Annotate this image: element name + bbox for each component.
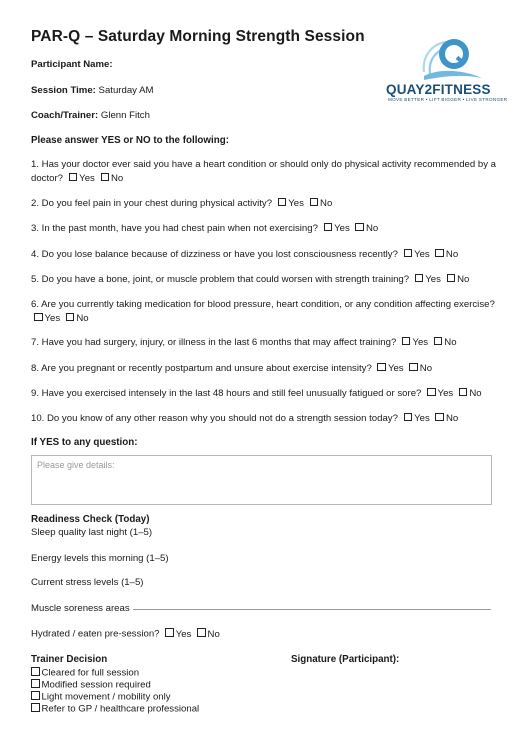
yes-option[interactable]: Yes (401, 249, 430, 260)
instructions: Please answer YES or NO to the following: (31, 135, 229, 146)
question-6 (31, 298, 501, 327)
question-9 (31, 387, 501, 401)
checkbox-icon[interactable] (197, 628, 206, 637)
checkbox-icon[interactable] (435, 249, 444, 258)
energy-level-field[interactable]: Energy levels this morning (1–5) (31, 553, 169, 564)
yes-option[interactable]: Yes (162, 629, 191, 640)
question-text: 10. Do you know of any other reason why you should not do a strength session today? (31, 413, 398, 424)
stress-level-field[interactable]: Current stress levels (1–5) (31, 577, 144, 588)
coach-field (31, 110, 150, 121)
decision-option-refer[interactable]: Refer to GP / healthcare professional (31, 703, 199, 715)
coach-label: Coach/Trainer: (31, 110, 99, 121)
checkbox-icon[interactable] (278, 198, 287, 207)
page-title: PAR-Q – Saturday Morning Strength Session (31, 28, 365, 45)
checkbox-icon[interactable] (459, 388, 468, 397)
checkbox-icon[interactable] (324, 223, 333, 232)
checkbox-icon[interactable] (310, 198, 319, 207)
logo-wordmark: QUAY2FITNESS (386, 82, 491, 97)
logo-tagline: MOVE BETTER • LIFT BIGGER • LIVE STRONGER (388, 97, 508, 102)
yes-option[interactable]: Yes (66, 173, 95, 184)
checkbox-icon[interactable] (31, 679, 40, 688)
no-option[interactable]: No (432, 249, 458, 260)
checkbox-icon[interactable] (404, 249, 413, 258)
question-8 (31, 362, 501, 376)
readiness-heading: Readiness Check (Today) (31, 514, 150, 525)
question-5 (31, 273, 501, 287)
hydrated-text: Hydrated / eaten pre-session? (31, 628, 160, 640)
checkbox-icon[interactable] (427, 388, 436, 397)
trainer-decision-heading: Trainer Decision (31, 654, 108, 665)
decision-option-light[interactable]: Light movement / mobility only (31, 691, 171, 703)
checkbox-icon[interactable] (66, 313, 75, 322)
checkbox-icon[interactable] (377, 363, 386, 372)
soreness-field[interactable]: Muscle soreness areas (31, 603, 130, 614)
no-option[interactable]: No (432, 413, 458, 424)
question-text: 8. Are you pregnant or recently postpartum and unsure about exercise intensity? (31, 363, 372, 374)
coach-value: Glenn Fitch (100, 110, 150, 121)
no-option[interactable]: No (63, 313, 89, 324)
sleep-quality-field[interactable]: Sleep quality last night (1–5) (31, 527, 153, 538)
details-textarea[interactable] (31, 455, 492, 505)
no-option[interactable]: No (98, 173, 124, 184)
no-option[interactable]: No (431, 337, 457, 348)
signature-label[interactable]: Signature (Participant): (291, 654, 400, 665)
checkbox-icon[interactable] (355, 223, 364, 232)
question-text: 2. Do you feel pain in your chest during physical activity? (31, 198, 273, 209)
checkbox-icon[interactable] (415, 274, 424, 283)
yes-option[interactable]: Yes (31, 313, 60, 324)
checkbox-icon[interactable] (31, 691, 40, 700)
yes-option[interactable]: Yes (399, 337, 428, 348)
checkbox-icon[interactable] (69, 173, 78, 182)
yes-option[interactable]: Yes (401, 413, 430, 424)
question-3 (31, 222, 501, 236)
if-yes-label: If YES to any question: (31, 437, 138, 448)
checkbox-icon[interactable] (447, 274, 456, 283)
question-text: 9. Have you exercised intensely in the last 48 hours and still feel unusually fatigued or sore? (31, 388, 422, 399)
question-text: 5. Do you have a bone, joint, or muscle problem that could worsen with strength training? (31, 274, 410, 285)
question-4 (31, 248, 501, 262)
question-text: 1. Has your doctor ever said you have a heart condition or should only do physical activity recommended by a doctor? (31, 159, 497, 185)
checkbox-icon[interactable] (409, 363, 418, 372)
session-value: Saturday AM (98, 85, 154, 96)
yes-option[interactable]: Yes (321, 223, 350, 234)
soreness-underline[interactable] (133, 609, 491, 610)
no-option[interactable]: No (307, 198, 333, 209)
question-text: 6. Are you currently taking medication for blood pressure, heart condition, or any condition affecting exercise? (31, 299, 495, 310)
checkbox-icon[interactable] (404, 413, 413, 422)
yes-option[interactable]: Yes (412, 274, 441, 285)
yes-option[interactable]: Yes (424, 388, 453, 399)
question-text: 7. Have you had surgery, injury, or illness in the last 6 months that may affect training? (31, 337, 397, 348)
no-option[interactable]: No (406, 363, 432, 374)
decision-option-cleared[interactable]: Cleared for full session (31, 667, 139, 679)
checkbox-icon[interactable] (31, 703, 40, 712)
question-7 (31, 336, 501, 350)
checkbox-icon[interactable] (101, 173, 110, 182)
decision-option-modified[interactable]: Modified session required (31, 679, 151, 691)
checkbox-icon[interactable] (31, 667, 40, 676)
yes-option[interactable]: Yes (374, 363, 403, 374)
participant-label: Participant Name: (31, 59, 113, 70)
session-label: Session Time: (31, 85, 96, 96)
checkbox-icon[interactable] (435, 413, 444, 422)
no-option[interactable]: No (352, 223, 378, 234)
question-text: 3. In the past month, have you had chest pain when not exercising? (31, 223, 318, 234)
hydrated-question (31, 628, 220, 640)
question-2 (31, 197, 501, 211)
session-field (31, 85, 153, 96)
yes-option[interactable]: Yes (275, 198, 304, 209)
no-option[interactable]: No (194, 629, 220, 640)
details-placeholder: Please give details: (37, 460, 115, 470)
question-10 (31, 412, 501, 426)
checkbox-icon[interactable] (434, 337, 443, 346)
checkbox-icon[interactable] (34, 313, 43, 322)
participant-field[interactable] (31, 59, 113, 70)
question-text: 4. Do you lose balance because of dizziness or have you lost consciousness recently? (31, 249, 398, 260)
no-option[interactable]: No (456, 388, 482, 399)
no-option[interactable]: No (444, 274, 470, 285)
checkbox-icon[interactable] (402, 337, 411, 346)
question-1 (31, 158, 501, 187)
checkbox-icon[interactable] (165, 628, 174, 637)
